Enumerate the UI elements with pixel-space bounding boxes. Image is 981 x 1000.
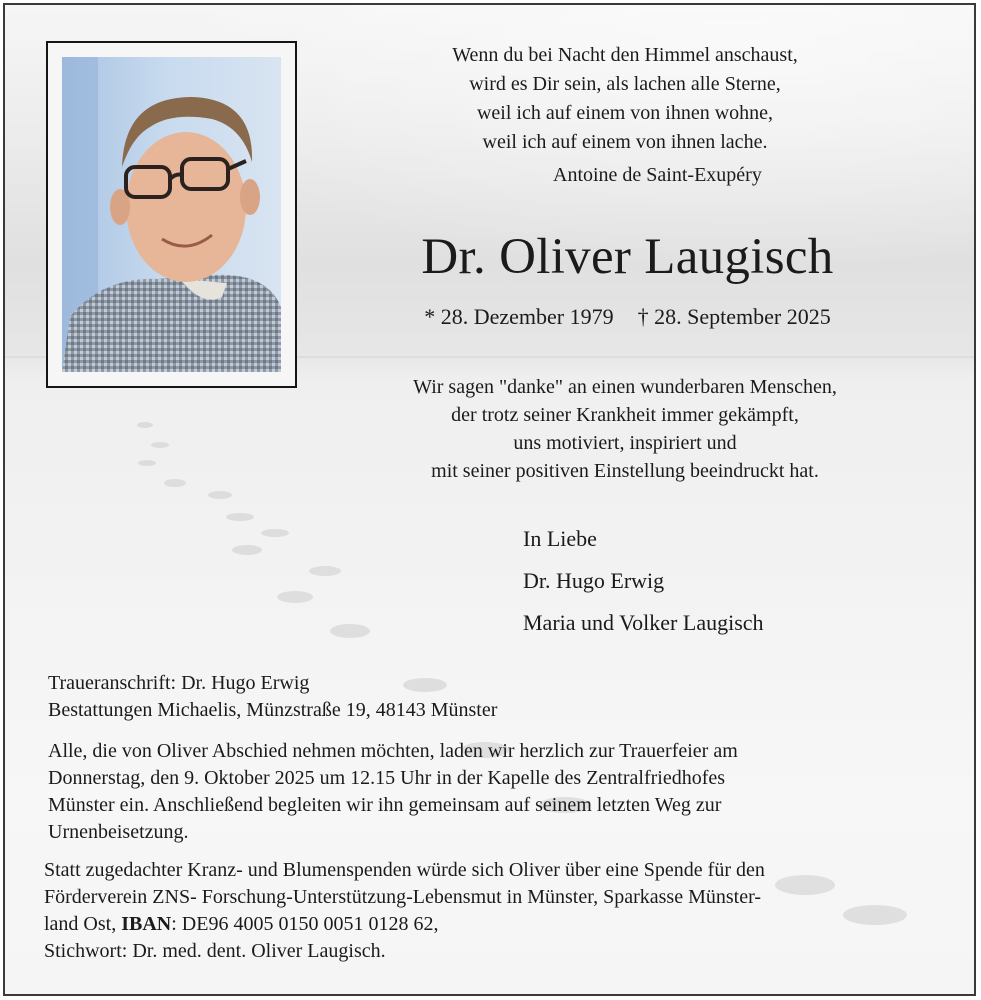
quote-author: Antoine de Saint-Exupéry — [553, 164, 762, 186]
address-line: Traueranschrift: Dr. Hugo Erwig — [48, 672, 310, 694]
donation-keyword: Stichwort: Dr. med. dent. Oliver Laugisch. — [44, 940, 386, 962]
quote-text — [335, 41, 915, 157]
signer-name: Maria und Volker Laugisch — [523, 610, 764, 635]
thanks-text — [335, 373, 915, 485]
invitation-line: Münster ein. Anschließend begleiten wir ihn gemeinsam auf seinem letzten Weg zur — [48, 794, 722, 816]
life-dates — [360, 302, 895, 332]
mourning-address — [48, 670, 497, 724]
thanks-line: Wir sagen "danke" an einen wunderbaren Menschen, — [413, 376, 837, 398]
donation-notice — [44, 857, 765, 965]
death-date: † 28. September 2025 — [637, 304, 831, 329]
invitation-line: Donnerstag, den 9. Oktober 2025 um 12.15 Uhr in der Kapelle des Zentralfriedhofes — [48, 767, 726, 789]
donation-line-iban — [44, 911, 765, 938]
signer-name: Dr. Hugo Erwig — [523, 568, 665, 593]
invitation-line: Urnenbeisetzung. — [48, 821, 189, 843]
signers-intro: In Liebe — [523, 526, 597, 551]
iban-label: IBAN — [121, 913, 172, 935]
donation-bank-suffix: land Ost, — [44, 913, 122, 935]
thanks-line: uns motiviert, inspiriert und — [513, 432, 737, 454]
portrait-frame — [46, 41, 297, 388]
funeral-invitation — [48, 738, 738, 846]
quote-line: weil ich auf einem von ihnen wohne, — [476, 102, 774, 124]
thanks-line: der trotz seiner Krankheit immer gekämpft, — [451, 404, 799, 426]
quote-line: weil ich auf einem von ihnen lache. — [482, 131, 768, 153]
birth-date: * 28. Dezember 1979 — [424, 304, 614, 329]
quote-line: Wenn du bei Nacht den Himmel anschaust, — [452, 44, 798, 66]
obituary-card — [3, 3, 976, 996]
signers — [523, 518, 764, 644]
donation-line: Statt zugedachter Kranz- und Blumenspenden würde sich Oliver über eine Spende für den — [44, 859, 765, 881]
address-line: Bestattungen Michaelis, Münzstraße 19, 48143 Münster — [48, 699, 498, 721]
iban-value: : DE96 4005 0150 0051 0128 62, — [171, 913, 439, 935]
donation-line: Förderverein ZNS- Forschung-Unterstützung-Lebensmut in Münster, Sparkasse Münster- — [44, 886, 761, 908]
quote-line: wird es Dir sein, als lachen alle Sterne, — [469, 73, 781, 95]
invitation-line: Alle, die von Oliver Abschied nehmen möchten, laden wir herzlich zur Trauerfeier am — [48, 740, 738, 762]
thanks-line: mit seiner positiven Einstellung beeindruckt hat. — [431, 460, 819, 482]
portrait-photo — [62, 57, 281, 372]
deceased-name: Dr. Oliver Laugisch — [421, 229, 834, 285]
